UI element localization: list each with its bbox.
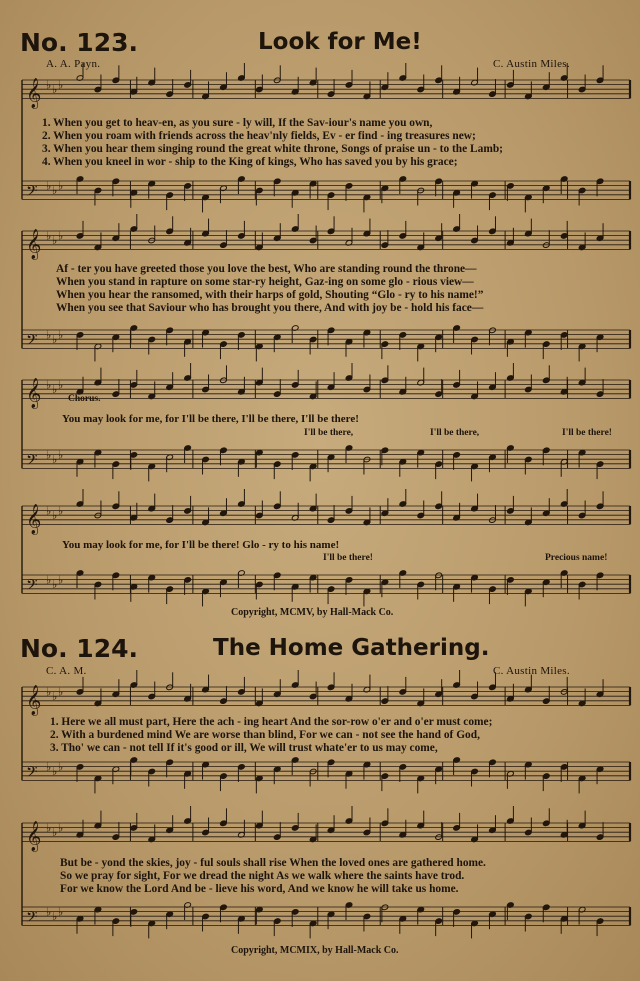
bass-echo: I'll be there! — [323, 553, 373, 563]
flat-sign: ♭ — [46, 328, 52, 342]
flat-sign: ♭ — [46, 905, 52, 919]
lyric-line: So we pray for sight, For we dread the night As we walk where the saints have trod. — [60, 870, 465, 882]
flat-sign: ♭ — [46, 448, 52, 462]
flat-sign: ♭ — [46, 378, 52, 392]
flat-sign: ♭ — [58, 378, 64, 392]
flat-sign: ♭ — [58, 448, 64, 462]
flat-sign: ♭ — [58, 821, 64, 835]
flat-sign: ♭ — [58, 760, 64, 774]
hymn-title: The Home Gathering. — [213, 635, 490, 661]
flat-sign: ♭ — [52, 509, 58, 523]
flat-sign: ♭ — [58, 179, 64, 193]
lyric-line: When you see that Saviour who has brought you there, And with joy be - hold his face— — [56, 302, 484, 314]
flat-sign: ♭ — [52, 453, 58, 467]
flat-sign: ♭ — [46, 229, 52, 243]
refrain-lyrics — [56, 263, 483, 315]
flat-sign: ♭ — [52, 184, 58, 198]
lyric-line: 1. Here we all must part, Here the ach - ing heart And the sor-row o'er and o'er must come; — [50, 716, 493, 728]
lyric-line: 4. When you kneel in wor - ship to the King of kings, Who has saved you by his grace; — [42, 156, 458, 168]
treble-clef: 𝄞 — [26, 504, 42, 535]
music-credit: C. Austin Miles. — [493, 58, 570, 70]
verse-lyrics — [42, 117, 503, 169]
lyric-line: Af - ter you have greeted those you love the best, Who are standing round the throne— — [56, 263, 477, 275]
flat-sign: ♭ — [58, 78, 64, 92]
lyric-line: 3. When you hear them singing round the great white throne, Songs of praise un - to the Lamb; — [42, 143, 503, 155]
treble-clef: 𝄞 — [26, 378, 42, 409]
bass-clef: 𝄢 — [26, 182, 38, 204]
flat-sign: ♭ — [46, 504, 52, 518]
bass-clef: 𝄢 — [26, 576, 38, 598]
flat-sign: ♭ — [46, 78, 52, 92]
bass-clef: 𝄢 — [26, 451, 38, 473]
flat-sign: ♭ — [46, 573, 52, 587]
music-credit: C. Austin Miles. — [493, 665, 570, 677]
flat-sign: ♭ — [46, 179, 52, 193]
flat-sign: ♭ — [52, 234, 58, 248]
flat-sign: ♭ — [52, 83, 58, 97]
flat-sign: ♭ — [46, 821, 52, 835]
flat-sign: ♭ — [58, 685, 64, 699]
bass-echo: I'll be there, — [430, 428, 480, 438]
words-credit: A. A. Payn. — [46, 58, 101, 70]
refrain-lyrics — [60, 857, 486, 896]
lyric-line: 2. When you roam with friends across the heav'nly fields, Ev - er find - ing treasures new; — [42, 130, 476, 142]
lyric-line: But be - yond the skies, joy - ful souls shall rise When the loved ones are gathered home. — [60, 857, 486, 869]
flat-sign: ♭ — [52, 383, 58, 397]
hymn-number: No. 123. — [20, 28, 138, 57]
bass-clef: 𝄢 — [26, 908, 38, 930]
chorus-lyric-line: You may look for me, for I'll be there, I'll be there, I'll be there! — [62, 413, 359, 425]
treble-clef: 𝄞 — [26, 821, 42, 852]
treble-clef: 𝄞 — [26, 685, 42, 716]
flat-sign: ♭ — [58, 229, 64, 243]
words-credit: C. A. M. — [46, 665, 87, 677]
flat-sign: ♭ — [58, 905, 64, 919]
flat-sign: ♭ — [58, 328, 64, 342]
bass-echo: I'll be there! — [562, 428, 612, 438]
verse-lyrics — [50, 716, 492, 755]
flat-sign: ♭ — [52, 578, 58, 592]
treble-clef: 𝄞 — [26, 229, 42, 260]
flat-sign: ♭ — [58, 573, 64, 587]
lyric-line: 2. With a burdened mind We are worse than blind, For we can - not see the hand of God, — [50, 729, 480, 741]
flat-sign: ♭ — [52, 910, 58, 924]
flat-sign: ♭ — [58, 504, 64, 518]
bass-clef: 𝄢 — [26, 331, 38, 353]
flat-sign: ♭ — [52, 690, 58, 704]
flat-sign: ♭ — [52, 826, 58, 840]
bass-echo: Precious name! — [545, 553, 608, 563]
flat-sign: ♭ — [46, 760, 52, 774]
hymn-number: No. 124. — [20, 634, 138, 663]
lyric-line: 3. Tho' we can - not tell If it's good or ill, We will trust whate'er to us may come, — [50, 742, 438, 754]
lyric-line: 1. When you get to heav-en, as you sure - ly will, If the Sav-iour's name you own, — [42, 117, 433, 129]
flat-sign: ♭ — [52, 765, 58, 779]
lyric-line: When you hear the ransomed, with their harps of gold, Shouting “Glo - ry to his name!” — [56, 289, 484, 301]
lyric-line: For we know the Lord And be - lieve his word, And we know he will take us home. — [60, 883, 459, 895]
copyright-notice: Copyright, MCMIX, by Hall-Mack Co. — [231, 945, 399, 956]
flat-sign: ♭ — [52, 333, 58, 347]
chorus-label: Chorus. — [68, 394, 101, 404]
chorus-lyric-line: You may look for me, for I'll be there! Glo - ry to his name! — [62, 539, 340, 551]
hymn-title: Look for Me! — [258, 29, 422, 55]
treble-clef: 𝄞 — [26, 78, 42, 109]
flat-sign: ♭ — [46, 685, 52, 699]
bass-clef: 𝄢 — [26, 763, 38, 785]
copyright-notice: Copyright, MCMV, by Hall-Mack Co. — [231, 607, 394, 618]
lyric-line: When you stand in rapture on some star-ry height, Gaz-ing on some glo - rious view— — [56, 276, 474, 288]
bass-echo: I'll be there, — [304, 428, 354, 438]
